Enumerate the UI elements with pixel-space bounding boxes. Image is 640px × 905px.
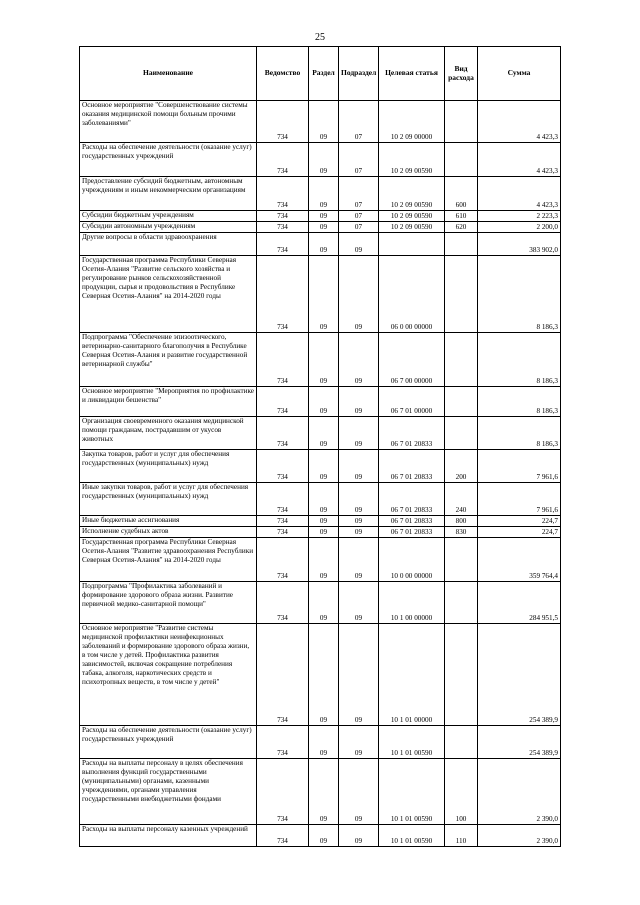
cell-target: 10 1 00 00000 [379,582,445,624]
cell-expense-type: 620 [445,222,478,233]
cell-department: 734 [257,624,309,726]
cell-name: Расходы на выплаты персоналу в целях обеспечения выполнения функций государственными (муниципальными) органами, казенными учреждениями, органами управления государственными внебюджетными фондами [80,759,257,825]
table-row [80,222,561,233]
cell-amount: 2 223,3 [478,211,561,222]
column-header-section: Раздел [309,47,339,101]
cell-expense-type: 610 [445,211,478,222]
cell-department: 734 [257,101,309,143]
cell-section: 09 [309,211,339,222]
cell-subsection: 09 [339,387,379,417]
cell-subsection: 07 [339,222,379,233]
cell-name: Государственная программа Республики Северная Осетия-Алания "Развитие сельского хозяйства и регулирование рынков сельскохозяйственной продукции, сырья и продовольствия в Республике Северная Осетия-Алания" на 2014-2020 годы [80,256,257,333]
cell-section: 09 [309,177,339,211]
table-header-row [80,47,561,101]
table-row [80,417,561,450]
cell-name: Расходы на обеспечение деятельности (оказание услуг) государственных учреждений [80,143,257,177]
cell-amount: 7 961,6 [478,450,561,483]
cell-name: Предоставление субсидий бюджетным, автономным учреждениям и иным некоммерческим организациям [80,177,257,211]
cell-target: 06 7 01 20833 [379,450,445,483]
cell-expense-type [445,333,478,387]
cell-amount: 8 186,3 [478,256,561,333]
cell-subsection: 09 [339,624,379,726]
cell-target: 10 2 09 00000 [379,101,445,143]
cell-expense-type: 110 [445,825,478,847]
cell-subsection: 09 [339,450,379,483]
cell-section: 09 [309,143,339,177]
cell-department: 734 [257,333,309,387]
table-row [80,726,561,759]
cell-subsection: 09 [339,516,379,527]
cell-section: 09 [309,825,339,847]
cell-subsection: 09 [339,256,379,333]
cell-target: 10 2 09 00590 [379,143,445,177]
cell-section: 09 [309,582,339,624]
cell-amount: 7 961,6 [478,483,561,516]
column-header-expense-type: Вид расхода [445,47,478,101]
cell-department: 734 [257,483,309,516]
cell-name: Иные закупки товаров, работ и услуг для обеспечения государственных (муниципальных) нужд [80,483,257,516]
cell-target: 06 7 01 20833 [379,417,445,450]
cell-expense-type [445,417,478,450]
cell-subsection: 07 [339,211,379,222]
cell-subsection: 09 [339,759,379,825]
cell-name: Подпрограмма "Обеспечение эпизоотического, ветеринарно-санитарного благополучия в Республике Северная Осетия-Алания и развитие государственной ветеринарной службы" [80,333,257,387]
cell-section: 09 [309,222,339,233]
table-row [80,387,561,417]
cell-department: 734 [257,211,309,222]
cell-department: 734 [257,538,309,582]
cell-amount: 224,7 [478,527,561,538]
cell-name: Закупка товаров, работ и услуг для обеспечения государственных (муниципальных) нужд [80,450,257,483]
cell-department: 734 [257,387,309,417]
cell-subsection: 09 [339,417,379,450]
cell-amount: 383 902,0 [478,233,561,256]
cell-amount: 4 423,3 [478,101,561,143]
table-row [80,825,561,847]
cell-section: 09 [309,101,339,143]
cell-name: Исполнение судебных актов [80,527,257,538]
cell-target: 10 1 01 00590 [379,726,445,759]
cell-expense-type [445,101,478,143]
cell-expense-type: 200 [445,450,478,483]
cell-amount: 4 423,3 [478,143,561,177]
table-row [80,177,561,211]
cell-subsection: 09 [339,726,379,759]
cell-section: 09 [309,538,339,582]
table-row [80,582,561,624]
cell-expense-type [445,582,478,624]
cell-target: 10 0 00 00000 [379,538,445,582]
cell-target: 10 1 01 00000 [379,624,445,726]
cell-name: Государственная программа Республики Северная Осетия-Алания "Развитие здравоохранения Республики Северная Осетия-Алания" на 2014-2020 годы [80,538,257,582]
cell-subsection: 07 [339,143,379,177]
cell-department: 734 [257,726,309,759]
cell-expense-type [445,538,478,582]
cell-name: Расходы на выплаты персоналу казенных учреждений [80,825,257,847]
cell-amount: 2 390,0 [478,825,561,847]
cell-department: 734 [257,450,309,483]
cell-target: 06 7 01 00000 [379,387,445,417]
cell-section: 09 [309,483,339,516]
cell-expense-type: 600 [445,177,478,211]
table-row [80,211,561,222]
cell-department: 734 [257,516,309,527]
cell-target [379,233,445,256]
cell-amount: 2 200,0 [478,222,561,233]
table-row [80,624,561,726]
cell-amount: 8 186,3 [478,333,561,387]
cell-amount: 254 389,9 [478,726,561,759]
table-row [80,527,561,538]
cell-expense-type: 830 [445,527,478,538]
cell-subsection: 09 [339,538,379,582]
cell-expense-type [445,726,478,759]
cell-amount: 2 390,0 [478,759,561,825]
cell-section: 09 [309,333,339,387]
column-header-amount: Сумма [478,47,561,101]
cell-amount: 359 764,4 [478,538,561,582]
cell-target: 10 2 09 00590 [379,211,445,222]
cell-department: 734 [257,759,309,825]
cell-name: Иные бюджетные ассигнования [80,516,257,527]
cell-department: 734 [257,177,309,211]
cell-target: 06 7 01 20833 [379,516,445,527]
page-number: 25 [315,32,325,43]
cell-target: 10 2 09 00590 [379,222,445,233]
table-row [80,233,561,256]
cell-expense-type [445,387,478,417]
cell-subsection: 09 [339,333,379,387]
cell-department: 734 [257,582,309,624]
cell-expense-type: 100 [445,759,478,825]
cell-expense-type [445,256,478,333]
cell-section: 09 [309,256,339,333]
cell-section: 09 [309,387,339,417]
cell-amount: 8 186,3 [478,387,561,417]
column-header-target: Целевая статья [379,47,445,101]
cell-section: 09 [309,726,339,759]
cell-expense-type: 800 [445,516,478,527]
table-row [80,101,561,143]
table-row [80,759,561,825]
table-row [80,538,561,582]
cell-subsection: 07 [339,177,379,211]
cell-amount: 284 951,5 [478,582,561,624]
cell-expense-type [445,233,478,256]
table-row [80,256,561,333]
cell-name: Основное мероприятие "Развитие системы медицинской профилактики неинфекционных заболеваний и формирование здорового образа жизни, в том числе у детей. Профилактика развития зависимостей, включая сокращение потребления табака, алкоголя, наркотических средств и психотропных веществ, в том числе у детей" [80,624,257,726]
cell-section: 09 [309,624,339,726]
cell-subsection: 09 [339,825,379,847]
cell-target: 06 0 00 00000 [379,256,445,333]
cell-target: 10 1 01 00590 [379,825,445,847]
cell-expense-type [445,143,478,177]
cell-subsection: 09 [339,527,379,538]
column-header-subsection: Подраздел [339,47,379,101]
cell-name: Субсидии автономным учреждениям [80,222,257,233]
cell-name: Расходы на обеспечение деятельности (оказание услуг) государственных учреждений [80,726,257,759]
cell-department: 734 [257,233,309,256]
cell-department: 734 [257,527,309,538]
cell-name: Субсидии бюджетным учреждениям [80,211,257,222]
cell-target: 06 7 01 20833 [379,527,445,538]
cell-section: 09 [309,450,339,483]
cell-amount: 4 423,3 [478,177,561,211]
cell-section: 09 [309,759,339,825]
cell-subsection: 09 [339,582,379,624]
cell-section: 09 [309,233,339,256]
cell-subsection: 09 [339,233,379,256]
cell-expense-type [445,624,478,726]
cell-name: Основное мероприятие "Совершенствование системы оказания медицинской помощи больным прочими заболеваниями" [80,101,257,143]
cell-name: Основное мероприятие "Мероприятия по профилактике и ликвидации бешенства" [80,387,257,417]
column-header-department: Ведомство [257,47,309,101]
cell-section: 09 [309,516,339,527]
cell-department: 734 [257,222,309,233]
cell-target: 06 7 00 00000 [379,333,445,387]
cell-section: 09 [309,527,339,538]
cell-name: Подпрограмма "Профилактика заболеваний и формирование здорового образа жизни. Развитие первичной медико-санитарной помощи" [80,582,257,624]
cell-department: 734 [257,825,309,847]
cell-subsection: 07 [339,101,379,143]
cell-department: 734 [257,143,309,177]
table-row [80,516,561,527]
cell-amount: 224,7 [478,516,561,527]
budget-table [79,46,561,847]
cell-name: Организация своевременного оказания медицинской помощи гражданам, пострадавшим от укусов животных [80,417,257,450]
cell-target: 06 7 01 20833 [379,483,445,516]
table-row [80,333,561,387]
cell-department: 734 [257,256,309,333]
cell-name: Другие вопросы в области здравоохранения [80,233,257,256]
cell-target: 10 2 09 00590 [379,177,445,211]
cell-target: 10 1 01 00590 [379,759,445,825]
table-row [80,450,561,483]
cell-expense-type: 240 [445,483,478,516]
cell-subsection: 09 [339,483,379,516]
table-row [80,483,561,516]
table-row [80,143,561,177]
cell-amount: 254 389,9 [478,624,561,726]
cell-section: 09 [309,417,339,450]
cell-amount: 8 186,3 [478,417,561,450]
column-header-name: Наименование [80,47,257,101]
cell-department: 734 [257,417,309,450]
